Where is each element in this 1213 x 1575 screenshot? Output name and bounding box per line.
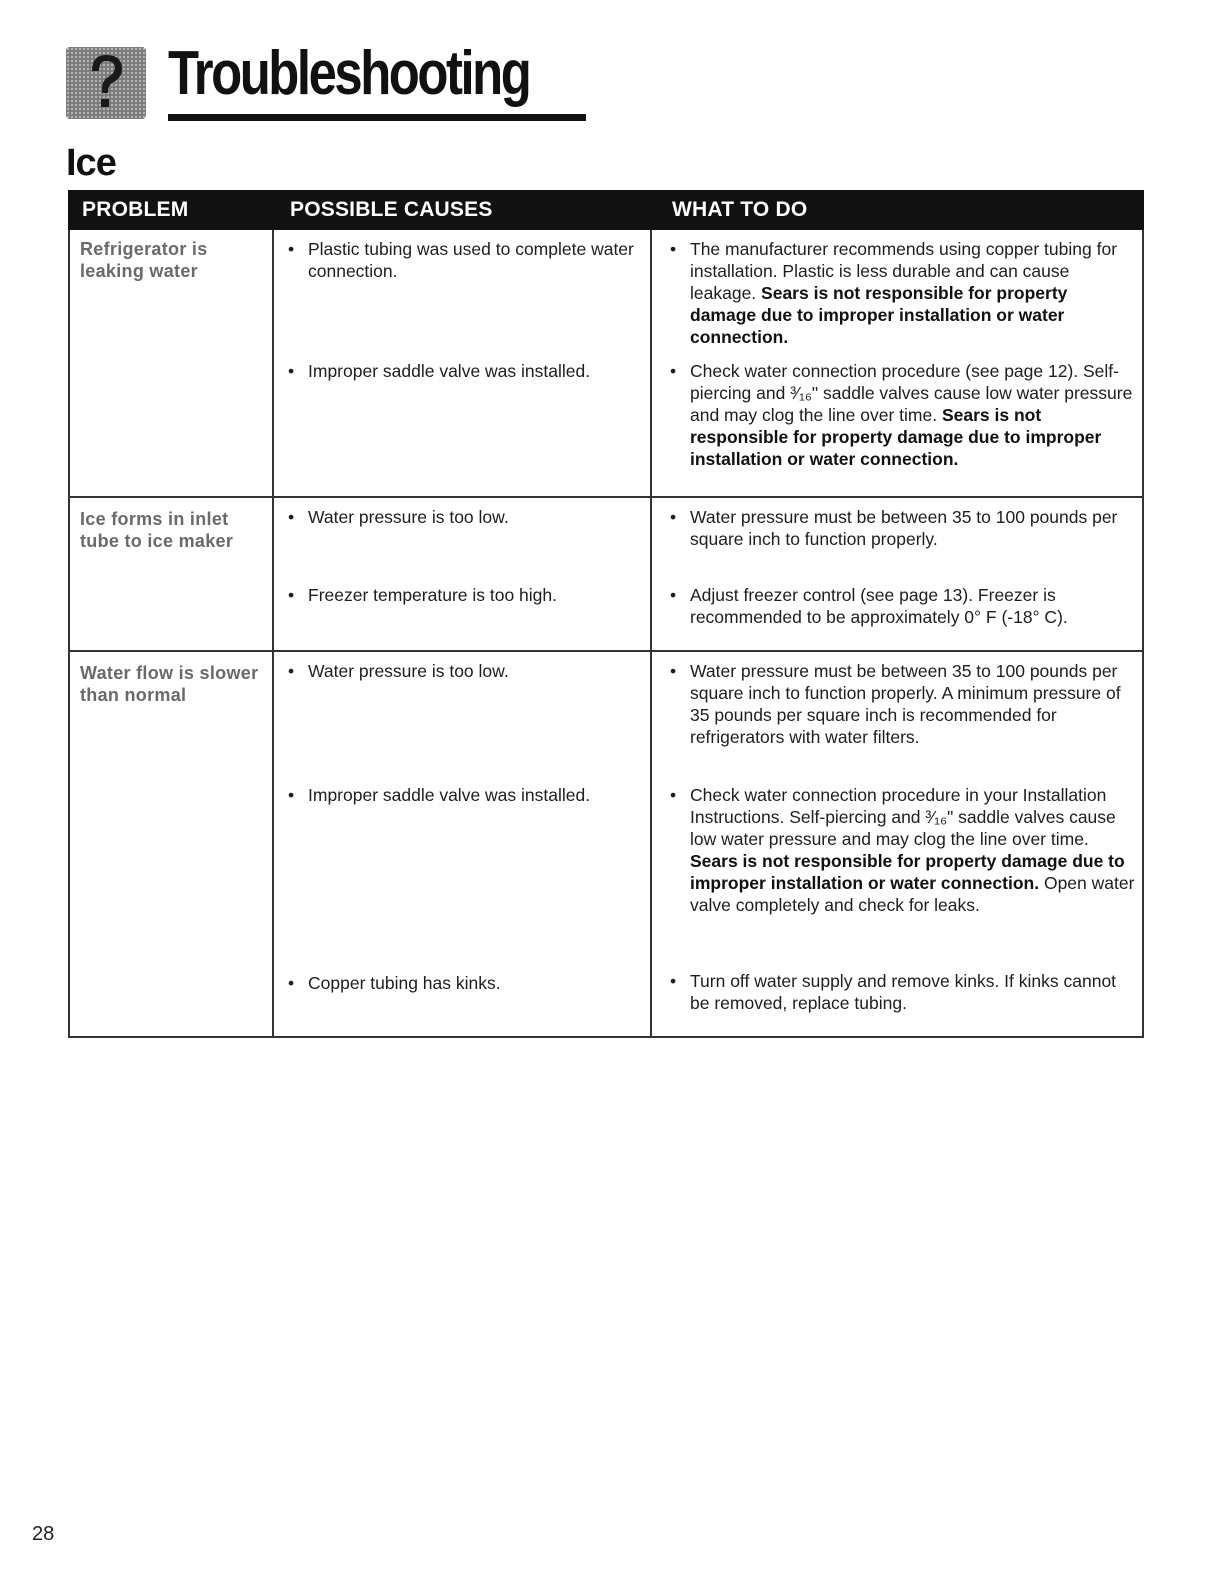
cause-text: Freezer temperature is too high. — [308, 585, 558, 605]
bullet: • — [670, 971, 677, 991]
column-divider — [650, 230, 652, 1036]
page-title: Troubleshooting — [168, 39, 530, 108]
todo-text: The manufacturer recommends using copper tubing for installation. Plastic is less durable and can cause leakage. — [690, 239, 1118, 303]
bullet: • — [288, 973, 295, 993]
bullet: • — [670, 239, 677, 259]
bullet: • — [670, 785, 677, 805]
todo-text: Check water connection procedure (see page 12). Self-piercing and ³⁄₁₆" saddle valves cause low water pressure and may clog the line over time. — [690, 361, 1133, 425]
todo-disclaimer: Sears is not responsible for property damage due to improper installation or water connection. — [690, 851, 1125, 893]
todo-text: Water pressure must be between 35 to 100 pounds per square inch to function properly. — [690, 507, 1118, 549]
todo-text: Check water connection procedure in your Installation Instructions. Self-piercing and ³⁄₁₆" saddle valves cause low water pressure and may clog the line over time. — [690, 785, 1116, 849]
problem-label: Water flow is slower than normal — [80, 663, 259, 705]
troubleshooting-table — [68, 190, 1144, 1038]
cause-item — [288, 238, 648, 282]
page-number: 28 — [32, 1523, 55, 1545]
problem-label: Refrigerator is leaking water — [80, 239, 208, 281]
cause-item — [288, 360, 648, 382]
bullet: • — [288, 785, 295, 805]
todo-text: Turn off water supply and remove kinks. If kinks cannot be removed, replace tubing. — [690, 971, 1117, 1013]
todo-text: Water pressure must be between 35 to 100 pounds per square inch to function properly. A minimum pressure of 35 pounds per square inch is recommended for refrigerators with water filters. — [690, 661, 1121, 747]
cause-text: Water pressure is too low. — [308, 661, 509, 681]
cause-item — [288, 584, 648, 606]
section-title: Ice — [66, 142, 116, 184]
column-header-problem: PROBLEM — [82, 198, 189, 221]
cause-item — [288, 972, 648, 994]
column-divider — [272, 230, 274, 1036]
problem-label: Ice forms in inlet tube to ice maker — [80, 509, 234, 551]
bullet: • — [288, 661, 295, 681]
todo-disclaimer: Sears is not responsible for property damage due to improper installation or water connection. — [690, 283, 1068, 347]
todo-item — [670, 506, 1135, 550]
question-mark-icon — [66, 47, 146, 119]
table-header — [68, 190, 1144, 230]
row-divider — [68, 496, 1144, 498]
todo-followup: Open water valve completely and check for leaks. — [690, 873, 1135, 915]
title-underline — [168, 114, 586, 121]
todo-item — [670, 360, 1135, 470]
todo-disclaimer: Sears is not responsible for property damage due to improper installation or water connection. — [690, 405, 1102, 469]
bullet: • — [670, 361, 677, 381]
todo-item — [670, 970, 1135, 1014]
column-header-possible-causes: POSSIBLE CAUSES — [290, 198, 493, 221]
page-header — [66, 38, 530, 123]
bullet: • — [670, 585, 677, 605]
bullet: • — [670, 661, 677, 681]
todo-item — [670, 584, 1135, 628]
cause-item — [288, 784, 648, 806]
cause-text: Improper saddle valve was installed. — [308, 785, 591, 805]
cause-text: Copper tubing has kinks. — [308, 973, 501, 993]
cause-text: Improper saddle valve was installed. — [308, 361, 591, 381]
cause-item — [288, 506, 648, 528]
todo-item — [670, 660, 1135, 748]
bullet: • — [288, 585, 295, 605]
todo-item — [670, 238, 1135, 348]
bullet: • — [670, 507, 677, 527]
todo-item — [670, 784, 1135, 916]
cause-text: Plastic tubing was used to complete water connection. — [308, 239, 634, 281]
bullet: • — [288, 361, 295, 381]
bullet: • — [288, 507, 295, 527]
bullet: • — [288, 239, 295, 259]
cause-text: Water pressure is too low. — [308, 507, 509, 527]
todo-text: Adjust freezer control (see page 13). Freezer is recommended to be approximately 0° F (-18° C). — [690, 585, 1068, 627]
row-divider — [68, 650, 1144, 652]
cause-item — [288, 660, 648, 682]
column-header-what-to-do: WHAT TO DO — [672, 198, 808, 221]
